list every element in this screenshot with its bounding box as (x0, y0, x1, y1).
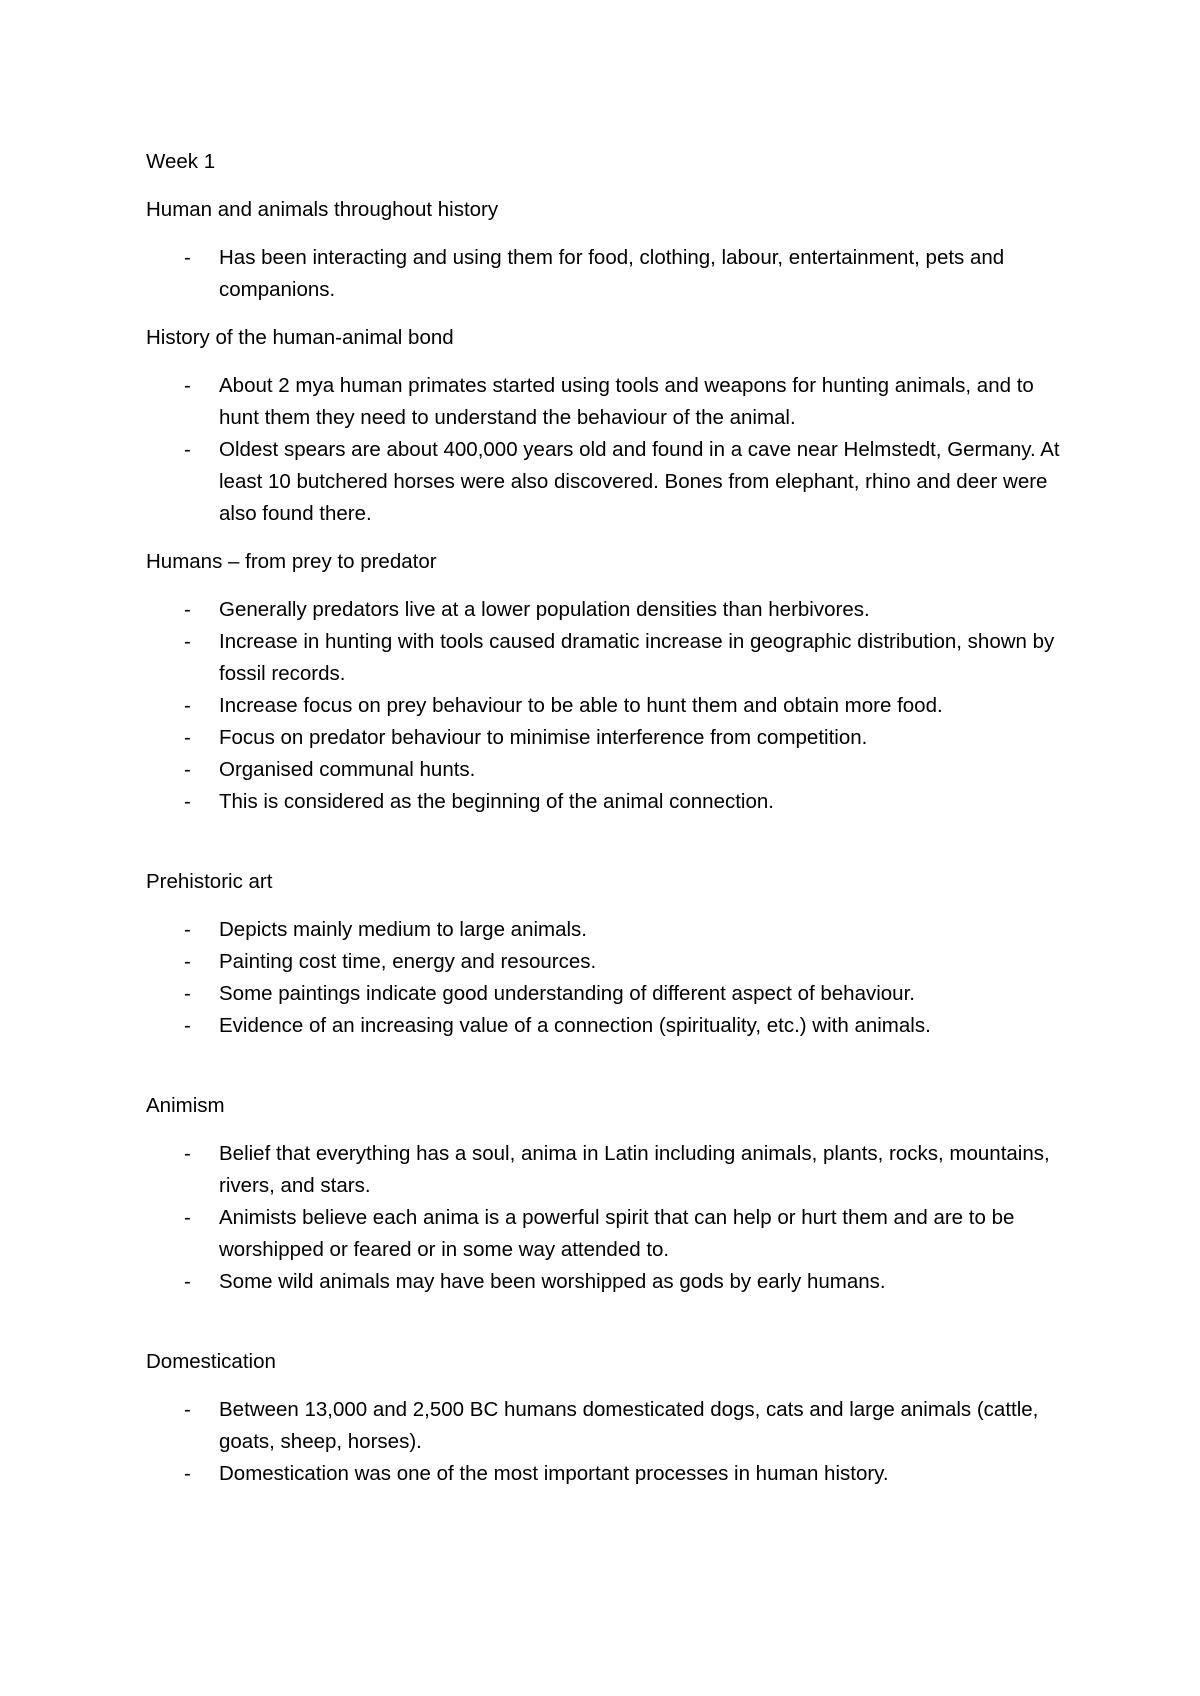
section-prehistoric-art (146, 866, 1066, 1042)
list-item (146, 786, 1066, 818)
bullet-dash: - (184, 246, 191, 269)
list-item (146, 1138, 1066, 1202)
bullet-dash: - (184, 1206, 191, 1229)
bullet-list (146, 594, 1066, 818)
list-item-text: Painting cost time, energy and resources. (219, 950, 597, 973)
bullet-dash: - (184, 1142, 191, 1165)
list-item-text: Animists believe each anima is a powerful spirit that can help or hurt them and are to be worshipped or feared or in some way attended to. (219, 1206, 1015, 1261)
bullet-dash: - (184, 630, 191, 653)
list-item-text: Oldest spears are about 400,000 years old and found in a cave near Helmstedt, Germany. At least 10 butchered horses were also discovered. Bones from elephant, rhino and deer were also found there. (219, 438, 1060, 525)
bullet-list (146, 1394, 1066, 1490)
section-heading: Domestication (146, 1350, 276, 1373)
bullet-dash: - (184, 1398, 191, 1421)
bullet-dash: - (184, 918, 191, 941)
bullet-dash: - (184, 982, 191, 1005)
section-prey-to-predator (146, 546, 1066, 818)
bullet-dash: - (184, 1270, 191, 1293)
bullet-list (146, 914, 1066, 1042)
list-item-text: Depicts mainly medium to large animals. (219, 918, 587, 941)
list-item (146, 242, 1066, 306)
list-item (146, 946, 1066, 978)
section-animism (146, 1090, 1066, 1298)
section-heading: History of the human-animal bond (146, 326, 454, 349)
list-item (146, 594, 1066, 626)
bullet-list (146, 1138, 1066, 1298)
document-body (146, 146, 1066, 1490)
section-human-and-animals (146, 194, 1066, 306)
section-history-bond (146, 322, 1066, 530)
list-item-text: Some wild animals may have been worshipped as gods by early humans. (219, 1270, 886, 1293)
section-heading: Human and animals throughout history (146, 198, 499, 221)
list-item (146, 1010, 1066, 1042)
list-item-text: Increase focus on prey behaviour to be able to hunt them and obtain more food. (219, 694, 943, 717)
section-heading: Animism (146, 1094, 225, 1117)
bullet-dash: - (184, 1014, 191, 1037)
week-title: Week 1 (146, 150, 216, 173)
section-heading: Humans – from prey to predator (146, 550, 437, 573)
list-item-text: Domestication was one of the most important processes in human history. (219, 1462, 889, 1485)
list-item (146, 1394, 1066, 1458)
bullet-dash: - (184, 598, 191, 621)
list-item (146, 978, 1066, 1010)
list-item (146, 434, 1066, 530)
list-item-text: Some paintings indicate good understanding of different aspect of behaviour. (219, 982, 915, 1005)
list-item-text: Generally predators live at a lower population densities than herbivores. (219, 598, 870, 621)
bullet-dash: - (184, 1462, 191, 1485)
bullet-dash: - (184, 694, 191, 717)
list-item (146, 690, 1066, 722)
bullet-dash: - (184, 790, 191, 813)
list-item-text: This is considered as the beginning of the animal connection. (219, 790, 774, 813)
bullet-dash: - (184, 758, 191, 781)
list-item (146, 626, 1066, 690)
list-item (146, 722, 1066, 754)
list-item-text: Increase in hunting with tools caused dramatic increase in geographic distribution, shown by fossil records. (219, 630, 1055, 685)
list-item (146, 754, 1066, 786)
list-item (146, 370, 1066, 434)
bullet-dash: - (184, 950, 191, 973)
bullet-dash: - (184, 726, 191, 749)
bullet-dash: - (184, 438, 191, 461)
list-item-text: Evidence of an increasing value of a connection (spirituality, etc.) with animals. (219, 1014, 931, 1037)
bullet-list (146, 242, 1066, 306)
list-item-text: Between 13,000 and 2,500 BC humans domesticated dogs, cats and large animals (cattle, goats, sheep, horses). (219, 1398, 1039, 1453)
list-item (146, 914, 1066, 946)
list-item-text: Focus on predator behaviour to minimise interference from competition. (219, 726, 868, 749)
list-item-text: About 2 mya human primates started using tools and weapons for hunting animals, and to hunt them they need to understand the behaviour of the animal. (219, 374, 1034, 429)
list-item-text: Has been interacting and using them for food, clothing, labour, entertainment, pets and companions. (219, 246, 1005, 301)
list-item (146, 1458, 1066, 1490)
list-item-text: Organised communal hunts. (219, 758, 476, 781)
bullet-list (146, 370, 1066, 530)
list-item (146, 1266, 1066, 1298)
section-domestication (146, 1346, 1066, 1490)
bullet-dash: - (184, 374, 191, 397)
list-item (146, 1202, 1066, 1266)
list-item-text: Belief that everything has a soul, anima in Latin including animals, plants, rocks, mountains, rivers, and stars. (219, 1142, 1050, 1197)
section-heading: Prehistoric art (146, 870, 273, 893)
